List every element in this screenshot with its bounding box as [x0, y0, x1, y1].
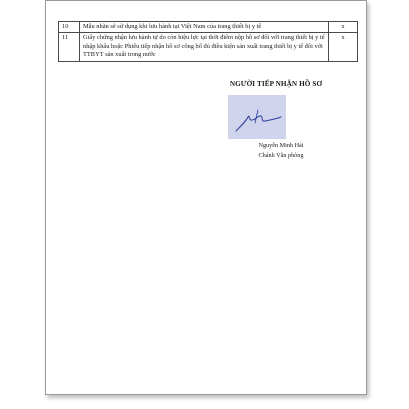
receiver-title: NGƯỜI TIẾP NHẬN HỒ SƠ	[229, 80, 323, 88]
signer-name: Nguyễn Minh Hải	[258, 142, 304, 149]
document-checklist-table	[58, 21, 358, 62]
row-description: Mẫu nhãn sẽ sử dụng khi lưu hành tại Việt Nam của trang thiết bị y tế	[80, 22, 329, 33]
row-description: Giấy chứng nhận lưu hành tự do còn hiệu lực tại thời điểm nộp hồ sơ đối với trang thiết bị y tế nhập khẩu hoặc Phiếu tiếp nhận hồ sơ công bố đủ điều kiện sản xuất trang thiết bị y tế đối với TTBYT sản xuất trong nước	[80, 33, 329, 61]
row-mark: x	[329, 22, 358, 33]
receiver-block	[206, 80, 346, 88]
document-page	[45, 0, 367, 395]
signature-image	[228, 95, 286, 139]
row-mark: x	[329, 33, 358, 61]
signer-block	[206, 141, 356, 161]
table-row	[59, 22, 358, 33]
row-number: 10	[59, 22, 80, 33]
row-number: 11	[59, 33, 80, 61]
signature-stroke	[228, 95, 286, 139]
signer-position: Chánh Văn phòng	[258, 152, 304, 159]
table-row	[59, 33, 358, 61]
